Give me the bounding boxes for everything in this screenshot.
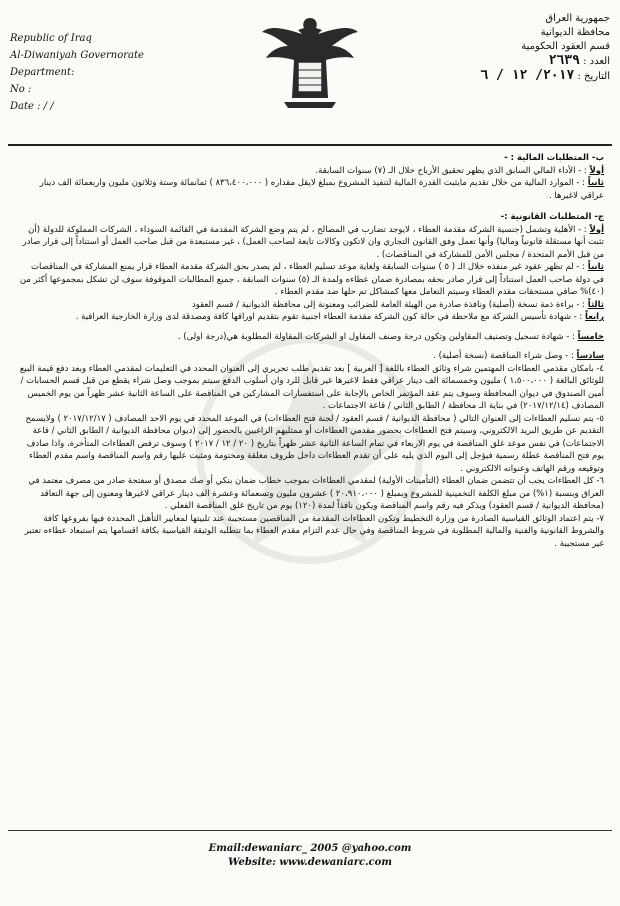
clause-7: ٧- يتم اعتماد الوثائق القياسية الصادرة من وزارة التخطيط وتكون العطاءات المقدمة من المناقصين مستجيبة عند تلبيتها لمعايير التأهيل المحددة فيها بفروعها كافة والشروط القانونية والفنية والمالية المطلوبة في شروط المناقصة وفي حال عدم التزام مقدم العطاء بما تتطلبه الوثيقة القياسية بكافة اقسامها يتم استبعاد عطاءه تعتبر غير مستجيبة . xyxy=(24,513,604,549)
country-name-ar: جمهورية العراق xyxy=(545,13,610,24)
footer-contact xyxy=(0,842,620,870)
number-label-ar: العدد : xyxy=(583,56,610,67)
legal-item-6: سادساً : - وصل شراء المناقصة (نسخة أصلية) . xyxy=(433,351,604,361)
legal-item-2: ثانياً : - لم تظهر عقود غير منفذه خلال الـ ( ٥ ) سنوات السابقة ولغاية موعد تسليم العطاء ، لم يصدر بحق الشركة مقدمة العطاء قرار يمنع المشاركة في المناقصات في دولة صاحب العمل استناداً إلى قرار صادر بحقه بمصادرة ضمان عطاءه ولمدة الـ (٥) سنوات السابقة ، جميع المطالبات الموقوفة سوف لن تشكل بمجموعها أكثر من (٤٠)% صافي مستحقات مقدم العطاء وسيتم التعامل معها كمشاكل تم حلها ضد مقدم العطاء . xyxy=(19,262,604,297)
clause-5: ٥- يتم تسليم العطاءات إلى العنوان التالي ( محافظة الديوانية / قسم العقود / لجنة فتح العطاءات) في الموعد المحدد في يوم الاحد المصادف ( ٢٠١٧/١٢/١٧ ) ولايسمح التقديم عن طريق البريد الالكتروني، وسيتم فتح العطاءات بحضور مقدمي العطاءات أو ممثليهم الراغبين بالحضور إلى (ديوان محافظة الديوانية / الطابق الثاني / قاعة الاجتماعات) في نفس موعد غلق المناقصة في يوم الاربعاء في تمام الساعة الثانية عشر ظهراً بتاريخ ( ٢٠ / ١٢ / ٢٠١٧ ) وسوف ترفض العطاءات المتأخرة، واذا صادف يوم فتح المناقصة عطلة رسمية فيؤجل إلى اليوم الذي يليه على أن تقدم العطاءات داخل ظروف مغلقة ومختومة ومثبت عليها رقم واسم المناقصة واسم مقدم العطاء وتوقيعه ورقم الهاتف وعنوانه الالكتروني . xyxy=(25,413,604,474)
document-body xyxy=(18,150,604,550)
number-label-en: No : xyxy=(10,84,32,95)
legal-item-3: ثالثاً : - براءة ذمة نسخة (أصلية) ونافذة صادرة من الهيئة العامة للضرائب ومعنونة إلى محافظة الديوانية / قسم العقود xyxy=(191,299,604,310)
date-row xyxy=(420,69,610,84)
date-label-en: Date : / / xyxy=(10,101,54,112)
footer-divider xyxy=(8,830,612,831)
financial-requirements-title: ب- المتطلبات المالية : - xyxy=(504,153,604,163)
header-right-arabic xyxy=(420,12,610,84)
footer-website: Website: www.dewaniarc.com xyxy=(228,857,392,868)
department-label: Department: xyxy=(10,67,75,78)
header-divider xyxy=(8,144,612,146)
number-row xyxy=(420,54,610,69)
financial-item-2: ثانياً : - الموارد المالية من خلال تقديم مايثبت القدرة المالية لتنفيذ المشروع بمبلغ لايقل مقداره ( ٨٣٦،٤٠٠،٠٠٠ ) ثمانمائة وستة وثلاثون مليون واربعمائة الف دينار عراقي لاغيرها . xyxy=(39,178,604,201)
clause-6: ٦- كل العطاءات يجب أن تتضمن ضمان العطاء (التأمينات الأولية) لمقدمي العطاءات بموجب خطاب ضمان بنكي أو صك مصدق أو سفتجة صادر من مصرف معتمد في العراق وبنسبة (١%) من مبلغ الكلفة التخمينية للمشروع وبمبلغ ( ٢٠،٩١٠،٠٠٠ ) عشرون مليون وتسعمائة وعشرة الف دينار عراقي لاغيرها ومعنون إلى جهة التعاقد (محافظة الديوانية / قسم العقود) ويذكر فيه رقم واسم المناقصة ويكون نافذاً لمدة (١٢٠) يوم من تاريخ غلق المناقصة الفعلي . xyxy=(28,476,604,511)
governorate-name-ar: محافظة الديوانية xyxy=(540,27,610,38)
governorate-name: Al-Diwaniyah Governorate xyxy=(10,50,144,61)
legal-item-1: أولاً : - الأهلية وتشمل (جنسية الشركة مقدمة العطاء ، لايوجد تضارب في المصالح ، لم يتم وضع الشركة المقدمة في القائمة السوداء ، الشركات المملوكة للدولة (أن تثبت أنها مستقلة قانونياً وماليا) وأنها تعمل وفق القانون التجاري وان لاتكون وكالات تابعة لصاحب العمل) ، غير مستبعدة من قبل صاحب العمل أو استناداً إلى قرار صادر من قبل الأمم المتحدة / مجلس الأمن للمشاركة في المناقصات) . xyxy=(22,224,604,260)
clause-4: ٤- بامكان مقدمي العطاءات المهتمين شراء وثائق العطاء باللغة [ العربية ] بعد تقديم طلب تحريري إلى العنوان المحدد في التعليمات لمقدمي العطاء وبعد دفع قيمة البيع للوثائق البالغة ( ١،٥٠٠،٠٠٠ ) مليون وخمسمائة الف دينار عراقي فقط لاغيرها غير قابل للرد وان أسلوب الدفع سيتم بموجب وصل شراء يقطع من قبل قسم الحسابات / أمين الصندوق في ديوان المحافظة وسوف يتم عقد المؤتمر الخاص بالإجابة على استفسارات المشاركين في المناقصة على الساعة الثانية عشر ظهراً من يوم الخميس المصادف (٢٠١٧/١٢/١٤) في بناية الـ محافظة / الطابق الثاني / قاعة الاجتماعات . xyxy=(19,363,604,411)
number-value: ٢٦٣٩ xyxy=(548,53,580,68)
iraq-eagle-emblem-icon xyxy=(258,12,362,112)
legal-item-4: رابعاً : - شهادة تأسيس الشركة مع ملاحظة في حالة كون الشركة مقدمة العطاء اجنبية تقوم بتقديم اوراقها كافة ومصدقة لدى وزارة الخارجية العراقية . xyxy=(75,312,604,322)
header-left-english xyxy=(10,30,180,115)
country-name: Republic of Iraq xyxy=(10,33,92,44)
financial-item-1: أولاً : - الأداء المالي السابق الذي يظهر تحقيق الأرباح خلال الـ (٧) سنوات السابقة. xyxy=(315,165,604,176)
department-name-ar: قسم العقود الحكومية xyxy=(521,41,610,52)
legal-item-5: خامساً : - شهادة تسجيل وتصنيف المقاولين وتكون درجة وصنف المقاول او الشركات المقاولة المطلوبة هي(درجة اولى) . xyxy=(177,331,604,342)
date-label-ar: التاريخ : xyxy=(577,71,610,82)
legal-requirements-title: ج- المتطلبات القانونية :- xyxy=(500,212,604,222)
date-value: ٢٠١٧/ ١٢ / ٦ xyxy=(480,68,575,83)
footer-email: Email:dewaniarc_ 2005 @yahoo.com xyxy=(208,843,412,854)
